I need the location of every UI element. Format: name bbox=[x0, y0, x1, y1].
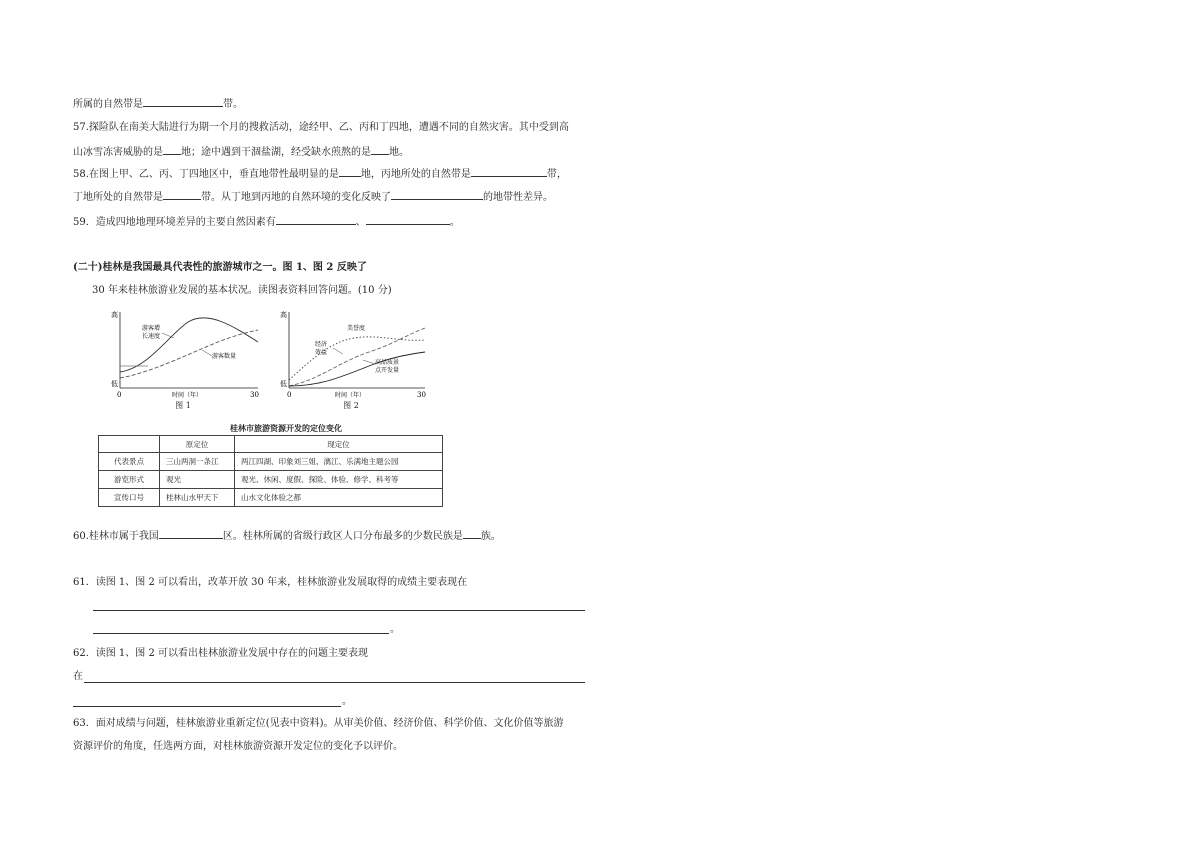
answer-blank[interactable] bbox=[159, 528, 223, 539]
q62-end: 。 bbox=[342, 696, 352, 707]
q59-end: 。 bbox=[449, 217, 460, 228]
series-label-sites-2: 点开发量 bbox=[375, 367, 400, 374]
section-20-intro: 30 年来桂林旅游业发展的基本状况。读图表资料回答问题。(10 分) bbox=[92, 285, 392, 296]
table-row-label: 代表景点 bbox=[99, 453, 160, 471]
q63-line-2: 资源评价的角度，任选两方面，对桂林旅游资源开发定位的变化予以评价。 bbox=[73, 741, 403, 752]
table-row bbox=[99, 453, 443, 471]
table-cell: 山水文化体验之都 bbox=[235, 489, 443, 507]
answer-blank[interactable] bbox=[339, 166, 361, 177]
answer-blank[interactable] bbox=[163, 144, 181, 155]
q62-prefix: 在 bbox=[73, 671, 83, 682]
table-row-label: 宣传口号 bbox=[99, 489, 160, 507]
answer-line[interactable] bbox=[84, 682, 585, 683]
series-label-growth-rate-2: 长速度 bbox=[142, 333, 161, 340]
section-20-heading: (二十)桂林是我国最具代表性的旅游城市之一。图 1、图 2 反映了 bbox=[73, 262, 367, 273]
table-title: 桂林市旅游资源开发的定位变化 bbox=[230, 423, 342, 433]
x-axis-title: 时间（年） bbox=[172, 392, 203, 399]
table-cell: 桂林山水甲天下 bbox=[160, 489, 235, 507]
y-bottom-label: 低 bbox=[280, 380, 287, 388]
answer-blank[interactable] bbox=[276, 214, 356, 225]
figure-2-caption: 图 2 bbox=[343, 401, 359, 410]
q61-end: 。 bbox=[390, 624, 400, 635]
answer-blank[interactable] bbox=[143, 96, 223, 107]
q58-text-d: 丁地所处的自然带是 bbox=[73, 192, 163, 203]
y-bottom-label: 低 bbox=[111, 380, 118, 388]
q62-line: 62．读图 1、图 2 可以看出桂林旅游业发展中存在的问题主要表现 bbox=[73, 648, 368, 659]
y-top-label: 高 bbox=[111, 311, 118, 319]
answer-blank[interactable] bbox=[371, 144, 389, 155]
x-start-label: 0 bbox=[117, 391, 122, 399]
x-end-label: 30 bbox=[417, 391, 426, 399]
series-label-economic-1: 经济 bbox=[315, 341, 328, 348]
q57-line-2 bbox=[73, 144, 409, 160]
q59-line bbox=[73, 214, 460, 230]
q60-text-b: 区。桂林所属的省级行政区人口分布最多的少数民族是 bbox=[222, 531, 463, 542]
positioning-table bbox=[98, 435, 443, 507]
q58-line-1 bbox=[73, 166, 567, 182]
answer-blank[interactable] bbox=[471, 166, 547, 177]
table-row-label: 游览形式 bbox=[99, 471, 160, 489]
q58-text-f: 的地带性差异。 bbox=[483, 192, 553, 203]
q60-text-c: 族。 bbox=[480, 531, 501, 542]
q56-prefix: 所属的自然带是 bbox=[73, 99, 143, 110]
x-axis-title: 时间（年） bbox=[335, 392, 366, 399]
answer-line[interactable] bbox=[93, 633, 389, 634]
table-row bbox=[99, 489, 443, 507]
figure-1-caption: 图 1 bbox=[175, 401, 191, 410]
q63-line-1: 63．面对成绩与问题，桂林旅游业重新定位(见表中资料)。从审美价值、经济价值、科学价值、文化价值等旅游 bbox=[73, 718, 564, 729]
series-label-reputation: 美誉度 bbox=[347, 325, 366, 332]
figure-1-chart bbox=[108, 306, 268, 404]
table-row bbox=[99, 471, 443, 489]
q57-text-a: 山冰雪冻害威胁的是 bbox=[73, 147, 163, 158]
table-header-cell: 原定位 bbox=[160, 436, 235, 453]
table-header-row bbox=[99, 436, 443, 453]
q58-text-b: 地，丙地所处的自然带是 bbox=[360, 169, 471, 180]
q56-tail-line bbox=[73, 96, 243, 112]
table-cell: 两江四湖、印象刘三姐、漓江、乐满地主题公园 bbox=[235, 453, 443, 471]
q59-sep: 、 bbox=[355, 217, 366, 228]
q60-text-a: 60.桂林市属于我国 bbox=[73, 531, 159, 542]
series-label-visitor-count: 游客数量 bbox=[212, 353, 237, 360]
x-start-label: 0 bbox=[287, 391, 292, 399]
answer-blank[interactable] bbox=[391, 189, 483, 200]
answer-blank[interactable] bbox=[463, 528, 481, 539]
q57-line-1: 57.探险队在南美大陆进行为期一个月的搜救活动，途经甲、乙、丙和丁四地，遭遇不同的自然灾害。其中受到高 bbox=[73, 122, 569, 133]
q56-suffix: 带。 bbox=[223, 99, 243, 110]
table-header-cell: 现定位 bbox=[235, 436, 443, 453]
table-cell: 观光、休闲、度假、探险、体验、修学、科考等 bbox=[235, 471, 443, 489]
series-label-economic-2: 效益 bbox=[315, 349, 328, 356]
q58-text-e: 带。从丁地到丙地的自然环境的变化反映了 bbox=[201, 192, 391, 203]
answer-line[interactable] bbox=[73, 706, 341, 707]
table-cell: 三山两洞一条江 bbox=[160, 453, 235, 471]
answer-blank[interactable] bbox=[366, 214, 450, 225]
y-top-label: 高 bbox=[280, 311, 287, 319]
table-header-cell bbox=[99, 436, 160, 453]
answer-line[interactable] bbox=[93, 610, 585, 611]
q58-line-2 bbox=[73, 189, 553, 205]
q58-text-a: 58.在图上甲、乙、丙、丁四地区中，垂直地带性最明显的是 bbox=[73, 169, 339, 180]
q58-text-c: 带， bbox=[546, 169, 567, 180]
q60-line bbox=[73, 528, 501, 544]
q59-text: 59．造成四地地理环境差异的主要自然因素有 bbox=[73, 217, 276, 228]
q57-text-c: 地。 bbox=[389, 147, 409, 158]
figure-2-chart bbox=[279, 306, 431, 404]
x-end-label: 30 bbox=[250, 391, 259, 399]
series-label-sites-1: 高品质景 bbox=[375, 359, 400, 366]
q61-line: 61．读图 1、图 2 可以看出，改革开放 30 年来，桂林旅游业发展取得的成绩主要表现在 bbox=[73, 577, 468, 588]
q57-text-b: 地；途中遇到干涸盐湖，经受缺水煎熬的是 bbox=[181, 147, 371, 158]
table-cell: 观光 bbox=[160, 471, 235, 489]
series-label-growth-rate-1: 游客增 bbox=[142, 325, 161, 332]
answer-blank[interactable] bbox=[163, 189, 201, 200]
